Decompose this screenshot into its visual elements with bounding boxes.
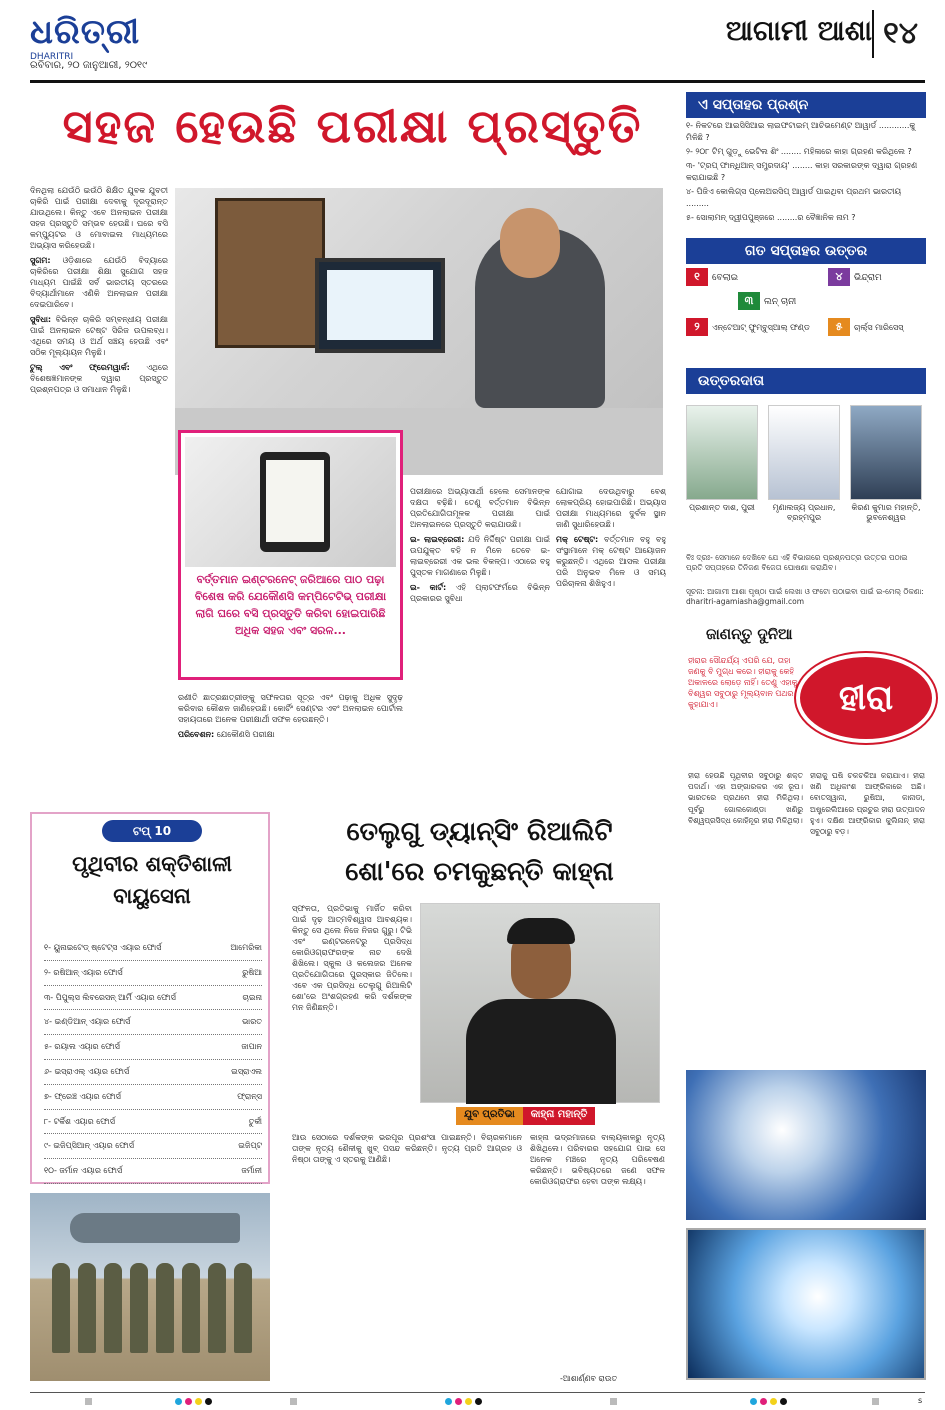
kanha-photo bbox=[420, 903, 660, 1103]
notice-2: ସୂଚନା: ଆଗାମୀ ଆଶା ପୃଷ୍ଠା ପାଇଁ ଲେଖା ଓ ଫଟୋ ପଠାଇବା ପାଇଁ ଇ-ମେଲ୍ ଠିକଣା: dharitri-agamiasha@gmail.com bbox=[686, 587, 924, 606]
section-title: ଆଗାମୀ ଆଶା bbox=[725, 14, 872, 47]
answer-number: ୧ bbox=[686, 268, 708, 286]
telugu-column-2: ଆଉ ସେଠାରେ ଦର୍ଶକଙ୍କ ଭରପୂର ପ୍ରଶଂସା ପାଇଛନ୍ତି। ବିଚାରକମାନେ ତାଙ୍କ ନୃତ୍ୟ ଶୈଳୀକୁ ଖୁବ୍ ପସନ୍ଦ କରିଛନ୍ତି। ନୃତ୍ୟ ପ୍ରତି ଆଗ୍ରହ ଓ ନିଷ୍ଠା ତାଙ୍କୁ ଏ ସ୍ତରକୁ ଆଣିଛି। bbox=[292, 1133, 522, 1164]
monitor bbox=[315, 258, 445, 353]
telugu-headline-line2: ଶୋ'ରେ ଚମକୁଛନ୍ତି କାହ୍ନା bbox=[345, 857, 614, 887]
byline: -ଆଶାର୍ଣ୍ଣବ ରାଉତ bbox=[560, 1374, 618, 1383]
cart-text: ଏହି ପ୍ଲାଟଫର୍ମରେ ବିଭିନ୍ନ ପ୍ରକାରର ସୁବିଧା bbox=[410, 583, 550, 603]
list-item: ୧- ୟୁନାଇଟେଡ୍ ଷ୍ଟେଟ୍ସ ଏୟାର ଫୋର୍ସ ଆମେରିକା bbox=[44, 936, 262, 961]
registration-marks bbox=[85, 1398, 145, 1406]
lead-column-1 bbox=[30, 185, 168, 790]
answer-text: ଚାର୍ଲ୍ସ ମାରିସେସ୍ bbox=[854, 323, 904, 332]
answer-number: ୩ bbox=[738, 292, 760, 310]
telugu-headline-line1: ତେଲୁଗୁ ଡ୍ୟାନ୍ସିଂ ରିଆଲିଟି bbox=[346, 817, 613, 847]
hira-column-1: ହୀରା ହେଉଛି ପୃଥିବୀର ସବୁଠାରୁ ଶକ୍ତ ପଦାର୍ଥ। ଏହା ଅଙ୍ଗାରକର ଏକ ରୂପ। ଭାରତରେ ପ୍ରଥମେ ହୀରା ମିଳିଥିଲା। ପୂର୍ବରୁ ଗୋଲକୋଣ୍ଡା ଖଣିରୁ ବିଶ୍ୱପ୍ରସିଦ୍ଧ କୋହିନୂର ହୀରା ମିଳିଥିଲା। bbox=[688, 771, 803, 825]
subhead-mock: ମକ୍ ଟେଷ୍ଟ: bbox=[556, 535, 599, 544]
winner-photo bbox=[768, 405, 840, 500]
list-item: ୫- ରୟାଲ ଏୟାର ଫୋର୍ସ ଜାପାନ bbox=[44, 1035, 262, 1060]
lead-col2-text: ରଣୀତି ଛାତ୍ରଛାତ୍ରୀଙ୍କୁ ସଫଳତାର ସୂତ୍ର ଏବଂ ପଢ଼ାକୁ ଅଧିକ ସୁଦୃଢ଼ କରିବାର କୌଶଳ ଜାଣିହେଉଛି। କୋର୍ଚିଂ ସେଣ୍ଟର ଏବଂ ଅନଲାଇନ ପୋର୍ଟାଲ ସହାୟତାରେ ଅନେକ ପରୀକ୍ଷାର୍ଥୀ ସଫଳ ହେଉଛନ୍ତି। bbox=[178, 693, 403, 724]
top10-title: ପୃଥିବୀର ଶକ୍ତିଶାଳୀ ବାୟୁସେନା bbox=[72, 851, 232, 908]
answer-5 bbox=[828, 318, 928, 336]
subhead-subidha: ସୁବିଧା: bbox=[30, 315, 52, 324]
winner-name: ପ୍ରଶାନ୍ତ ଦାଶ, ପୁରୀ bbox=[689, 503, 755, 512]
tablet-callout bbox=[178, 430, 403, 680]
caption-name: କାହ୍ନା ମହାନ୍ତି bbox=[523, 1107, 596, 1125]
registration-marks bbox=[175, 1398, 235, 1406]
answer-2 bbox=[686, 318, 821, 336]
library-text: ଯଦି ନିର୍ଦ୍ଦିଷ୍ଟ ପରୀକ୍ଷା ପାଇଁ ଉପଯୁକ୍ତ ବହି ନ ମିଳେ ତେବେ ଇ-ଲାଇବ୍ରେରୀ ଏକ ଭଲ ବିକଳ୍ପ। ଏଠାରେ ବହୁ ପୁସ୍ତକ ମାଗଣାରେ ମିଳୁଛି। bbox=[410, 535, 550, 577]
answer-text: ଏନ୍ଟେଆଟ୍ ଫୁମ୍ବୁସ୍‌ଆଲ୍ ଫଣ୍ଡ bbox=[712, 323, 810, 332]
list-item: ୪- ଇଣ୍ଡିଆନ୍ ଏୟାର ଫୋର୍ସ ଭାରତ bbox=[44, 1010, 262, 1035]
diamond-photo-2 bbox=[686, 1228, 926, 1380]
answers-title: ଗତ ସପ୍ତାହର ଉତ୍ତର bbox=[686, 238, 926, 264]
answer-4 bbox=[828, 268, 928, 286]
answer-3 bbox=[738, 292, 858, 310]
answer-text: ଭିନ୍ଦ୍ରାମ bbox=[854, 273, 882, 283]
questions-list bbox=[686, 120, 926, 224]
issue-date: ରବିବାର, ୨୦ ଜାନୁଆରୀ, ୨୦୧୯ bbox=[30, 60, 148, 71]
subidha-text: ବିଭିନ୍ନ ଚାକିରି ସମ୍ବନ୍ଧୀୟ ପରୀକ୍ଷା ପାଇଁ ଅନଲାଇନ ଟେଷ୍ଟ ସିରିଜ ଉପଲବ୍ଧ। ଏଥିରେ ସମୟ ଓ ଅର୍ଥ ସଞ୍ଚୟ ହେଉଛି ଏବଂ ସଠିକ ମୂଲ୍ୟାୟନ ମିଳୁଛି। bbox=[30, 315, 168, 357]
subhead-sugam: ସୁଗମ: bbox=[30, 256, 51, 265]
tablet-icon bbox=[260, 452, 330, 552]
question-item: ୪- ପିଜିଏ କୋଲିଗ୍ସ ପ୍ଲେଅରସିପ୍ ଆୱାର୍ଡ ପାଇଥିବା ପ୍ରଥମ ଭାରତୀୟ ......... bbox=[686, 187, 902, 208]
registration-marks bbox=[445, 1398, 505, 1406]
footer-rule bbox=[30, 1392, 925, 1393]
subhead-tools: ଟୁଲ୍ ଏବଂ ଫ୍ରେମୱାର୍କ: bbox=[30, 363, 130, 372]
questions-title: ଏ ସପ୍ତାହର ପ୍ରଶ୍ନ bbox=[686, 92, 926, 118]
answer-number: ୫ bbox=[828, 318, 850, 336]
masthead-logo: ଧରିତ୍ରୀ bbox=[30, 12, 141, 52]
subhead-paribesh: ପରିବେଶନ: bbox=[178, 730, 215, 739]
hira-intro: ହୀରାର ସୌନ୍ଦର୍ଯ୍ୟ ଏପରି ଯେ, ତାହା ଜଣକୁ ବି ମୁଗ୍ଧ କରେ। ହୀରାକୁ କେହି ଅକାଳରେ ଲୋଡ଼େ ନାହିଁ। ତେଣୁ ଏହାକୁ ବିଶ୍ୱର ସବୁଠାରୁ ମୂଲ୍ୟବାନ ପଥର କୁହାଯାଏ। bbox=[688, 656, 798, 709]
lead-headline: ସହଜ ହେଉଛି ପରୀକ୍ଷା ପ୍ରସ୍ତୁତି bbox=[62, 99, 643, 153]
winner-name: କିରଣ କୁମାର ମହାନ୍ତି, ଭୁବନେଶ୍ୱର bbox=[851, 503, 921, 522]
question-item: ୩- 'ଟ୍ରପ୍ ଫାନ୍ଧିଆନ୍ ସମ୍ପ୍ରଦାୟ' ........ କାହା ସରକାରଙ୍କ ଦ୍ୱାରା ଗ୍ରହଣ କରାଯାଇଛି ? bbox=[686, 161, 918, 182]
telugu-column-1: ସ୍ଫଳତା, ପ୍ରତିଭାକୁ ମାର୍ଜିତ କରିବା ପାଇଁ ଦୃଢ଼ ଆତ୍ମବିଶ୍ୱାସ ଆବଶ୍ୟକ। କିନ୍ତୁ ସେ ଥିଲେ ନିଜେ ନିଜର ଗୁରୁ। ଟିଭି ଏବଂ ଇଣ୍ଟରନେଟରୁ ପ୍ରସିଦ୍ଧ କୋରିଓଗ୍ରାଫରଙ୍କ ନାଚ ଦେଖି ଶିଖିଲେ। ସ୍କୁଲ ଓ କଲେଜର ଅନେକ ପ୍ରତିଯୋଗିତାରେ ପୁରସ୍କାର ଜିତିଲେ। ଏବେ ଏକ ପ୍ରସିଦ୍ଧ ତେଲୁଗୁ ରିଆଲିଟି ଶୋ'ରେ ଅଂଶଗ୍ରହଣ କରି ଦର୍ଶକଙ୍କ ମନ ଜିଣିଛନ୍ତି। bbox=[292, 904, 412, 1012]
answer-text: ବେଲାଇ bbox=[712, 273, 739, 283]
subhead-cart: ଇ- କାର୍ଟ: bbox=[410, 583, 447, 592]
page-letter: s bbox=[918, 1396, 923, 1405]
telugu-headline bbox=[292, 812, 667, 897]
caption-label: ଯୁବ ପ୍ରତିଭା bbox=[456, 1107, 523, 1125]
lead-col3-text: ପରୀକ୍ଷାରେ ଅଭ୍ୟାସାର୍ଥୀ ହେଲେ ସେମାନଙ୍କ ଦକ୍ଷତା ବଢ଼ିଛି। ତେଣୁ ବର୍ତ୍ତମାନ ବିଭିନ୍ନ ପ୍ରତିଯୋଗିତାମୂଳକ ପରୀକ୍ଷା ପାଇଁ ଅନଲାଇନରେ ପ୍ରସ୍ତୁତି କରାଯାଉଛି। bbox=[410, 487, 550, 529]
lead-col4-text: ଯୋଗାଇ ଦେଉଥିବାରୁ ବେଶ୍ ଲୋକପ୍ରିୟ ହୋଇପାରିଛି। ଅଭ୍ୟାସ ପରୀକ୍ଷା ମାଧ୍ୟମରେ ଦୁର୍ବଳ ସ୍ଥାନ ଜାଣି ସୁଧାରିହେଉଛି। bbox=[556, 487, 666, 529]
list-item: ୧୦- ଜର୍ମାନ ଏୟାର ଫୋର୍ସ ଜର୍ମାନୀ bbox=[44, 1159, 262, 1184]
bookshelf bbox=[215, 198, 325, 348]
sugam-text: ଓଡ଼ିଶାରେ ଯେଉଁଠି ବିଦ୍ୟାରେ ଚାକିରିରେ ପରୀକ୍ଷା ଶିକ୍ଷା ସୁଯୋଗ ସହଜ ମାଧ୍ୟମ ପାଇଁଛି ସର୍ବ ଭାରତୀୟ ସ୍ତରରେ ବିଦ୍ୟାର୍ଥୀମାନେ ଏଣିକି ଅନଲାଇନ ପରୀକ୍ଷା ଦେଇପାରିବେ। bbox=[30, 256, 168, 309]
masthead-rule bbox=[30, 80, 925, 83]
winners-title: ଉତ୍ତରଦାତା bbox=[686, 368, 926, 394]
diamond-photo-1 bbox=[686, 1070, 926, 1220]
list-item: ୬- ଇସ୍ରାଏଲ୍ ଏୟାର ଫୋର୍ସ ଇସ୍ରାଏଲ bbox=[44, 1060, 262, 1085]
winner-photo bbox=[850, 405, 922, 500]
registration-marks bbox=[610, 1398, 670, 1406]
tablet-photo bbox=[185, 437, 396, 567]
page-number: ୧୪ bbox=[872, 10, 927, 58]
jet-icon bbox=[70, 1213, 240, 1243]
winner-name: ମୃଣାଲଜ୍ୟ ପ୍ରଧାନ, ବ୍ରହ୍ମପୁର bbox=[772, 503, 836, 522]
janantu-title: ଜାଣନ୍ତୁ ଦୁନିଆ bbox=[706, 625, 793, 643]
answer-text: ଲନ୍ ଚାନୀ bbox=[764, 297, 797, 307]
top10-list bbox=[44, 936, 262, 1184]
winner-photo bbox=[686, 405, 758, 500]
question-item: ୧- ନିକଟରେ ଆଇସିସିଆଇ ଲାଇଫଟାଇମ୍ ଆଚିଭମେଣ୍ଟ ଆୱାର୍ଡ ............କୁ ମିଳିଛି ? bbox=[686, 121, 916, 142]
paribesh-text: ଯେକୌଣସି ପରୀକ୍ଷା bbox=[216, 730, 275, 739]
top10-box bbox=[30, 812, 270, 1184]
photo-caption bbox=[456, 1107, 595, 1125]
masthead-logo-sub: DHARITRI bbox=[30, 52, 74, 62]
list-item: ୩- ପିପୁଲ୍ସ ଲିବରେସନ୍ ଆର୍ମି ଏୟାର ଫୋର୍ସ ଚାଇନା bbox=[44, 986, 262, 1011]
answer-number: ୨ bbox=[686, 318, 708, 336]
answer-number: ୪ bbox=[828, 268, 850, 286]
lead-column-2 bbox=[410, 486, 550, 786]
question-item: ୫- ସୋଲାମନ୍ ଦ୍ୱୀପପୁଞ୍ଜରେ ........ର ବୈଜ୍ଞାନିକ ନାମ ? bbox=[686, 213, 856, 222]
lead-column-3 bbox=[556, 486, 666, 786]
top10-badge: ଟପ୍ 10 bbox=[102, 820, 202, 842]
list-item: ୯- ଇଜିପ୍ସିଆନ୍ ଏୟାର ଫୋର୍ସ ଇଜିପ୍ଟ bbox=[44, 1134, 262, 1159]
notice-1: ବିଃ ଦ୍ରଃ- ସେମାନେ ଦେଖିବେ ଯେ ଏହି ବିଭାଗରେ ପ୍ରଶ୍ନପତ୍ର ଉତ୍ତର ପଠାଇ ପ୍ରତି ସପ୍ତାହରେ ତିନିଜଣ ବିଜେତା ଘୋଷଣା କରାଯିବ। bbox=[686, 553, 908, 572]
hira-badge: ହୀରା bbox=[796, 653, 936, 743]
mock-text: ବର୍ତ୍ତମାନ ବହୁ ବହୁ ସଂସ୍ଥାମାନେ ମକ୍ ଟେଷ୍ଟ ଆୟୋଜନ କରୁଛନ୍ତି। ଏଥିରେ ଆସଲ ପରୀକ୍ଷା ପରି ଅନୁଭବ ମିଳେ ଓ ସମୟ ପରିଚାଳନା ଶିଖିହୁଏ। bbox=[556, 535, 666, 588]
question-item: ୨- ୨୦୮ ଟିମ୍ ଗୁଡ଼ୁ ଭେଟିଲ ଶିଂ ........ ମହିଳାରେ କାହା ଗ୍ରହଣ କରିଥିଲେ ? bbox=[686, 147, 912, 156]
air-force-pilots-photo bbox=[30, 1193, 270, 1381]
telugu-column-3: କାହ୍ନା ଭଦ୍ରମାଜରେ ବାଲ୍ୟକାଳରୁ ନୃତ୍ୟ ଶିଖିଥିଲେ। ପରିବାରର ସହଯୋଗ ପାଇ ସେ ଅନେକ ମଞ୍ଚରେ ନୃତ୍ୟ ପରିବେଷଣ କରିଛନ୍ତି। ଭବିଷ୍ୟତରେ ଜଣେ ସଫଳ କୋରିଓଗ୍ରାଫର ହେବା ତାଙ୍କ ଲକ୍ଷ୍ୟ। bbox=[530, 1133, 665, 1186]
lead-intro: ଦିନଥିଲା ଯେଉଁଠି ଇଉଁଠି ଶିକ୍ଷିତ ଯୁବକ ଯୁବତୀ ଚାକିରି ପାଇଁ ପରୀକ୍ଷା ଦେବାକୁ ଦୂରଦୂରାନ୍ତ ଯାଉଥିଲେ। କିନ୍ତୁ ଏବେ ଅନଲାଇନ ପରୀକ୍ଷା ସହଜ ପ୍ରସ୍ତୁତି ସମ୍ଭବ ହେଉଛି। ଘରେ ବସି କମ୍ପ୍ୟୁଟର ଓ ମୋବାଇଲ ମାଧ୍ୟମରେ ଅଭ୍ୟାସ କରିହେଉଛି। bbox=[30, 186, 168, 250]
winners-gallery bbox=[686, 405, 926, 530]
list-item: ୮- ଟର୍କିଶ ଏୟାର ଫୋର୍ସ ତୁର୍କୀ bbox=[44, 1110, 262, 1135]
registration-marks bbox=[750, 1398, 810, 1406]
registration-marks bbox=[872, 1398, 932, 1406]
list-item: ୨- ରଷିଆନ୍ ଏୟାର ଫୋର୍ସ ରୁଷିଆ bbox=[44, 961, 262, 986]
person-head bbox=[500, 208, 560, 278]
list-item: ୭- ଫ୍ରେଞ୍ଚ ଏୟାର ଫୋର୍ସ ଫ୍ରାନ୍ସ bbox=[44, 1085, 262, 1110]
tools-text: ଏଥିରେ ବିଶେଷଜ୍ଞମାନଙ୍କ ଦ୍ୱାରା ପ୍ରସ୍ତୁତ ପ୍ରଶ୍ନପତ୍ର ଓ ସମାଧାନ ମିଳୁଛି। bbox=[30, 363, 168, 394]
winners-notice bbox=[686, 553, 926, 607]
registration-marks bbox=[290, 1398, 350, 1406]
hira-column-2: ହୀରାକୁ ଘଷି ଚକଚକିଆ କରାଯାଏ। ହୀରା ଖଣି ଅଧିକାଂଶ ଆଫ୍ରିକାରେ ଅଛି। ବୋତସ୍ୱାନା, ରୁଷିଆ, କାନାଡା, ଅଷ୍ଟ୍ରେଲିଆରେ ପ୍ରଚୁର ହୀରା ଉତ୍ପାଦନ ହୁଏ। ଦକ୍ଷିଣ ଆଫ୍ରିକାର କୁଲିନାନ୍ ହୀରା ସବୁଠାରୁ ବଡ଼। bbox=[810, 771, 925, 837]
tablet-caption: ବର୍ତ୍ତମାନ ଇଣ୍ଟରନେଟ୍ ଜରିଆରେ ପାଠ ପଢ଼ା ବିଶେଷ କରି ଯେକୌଣସି କମ୍ପିଟେଟିଭ୍ ପରୀକ୍ଷା ଲାଗି ଘରେ ବସି ପ୍ରସ୍ତୁତି କରିବା ହୋଇପାରିଛି ଅଧିକ ସହଜ ଏବଂ ସରଳ... bbox=[194, 573, 387, 637]
subhead-library: ଇ- ଲାଇବ୍ରେରୀ: bbox=[410, 535, 465, 544]
lead-column-bottom bbox=[178, 692, 403, 787]
